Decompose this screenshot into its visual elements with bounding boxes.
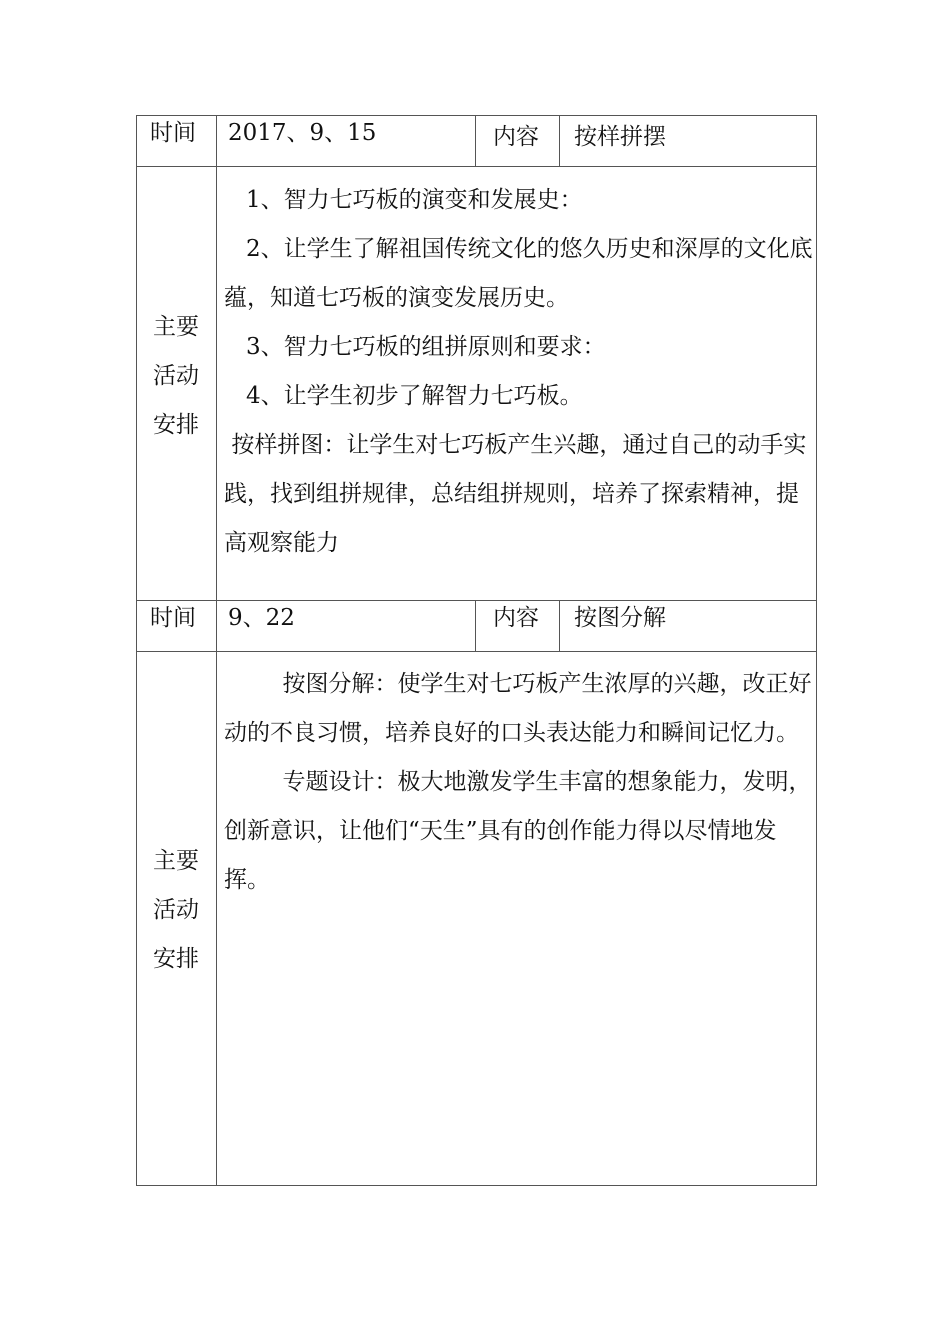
header-row — [136, 115, 816, 166]
table-border — [136, 1185, 817, 1186]
paragraph: 3、智力七巧板的组拼原则和要求： — [224, 334, 606, 360]
activity-label-line: 主要 — [153, 314, 199, 340]
paragraph: 按图分解：使学生对七巧板产生浓厚的兴趣，改正好动的不良习惯，培养良好的口头表达能力和瞬间记忆力。 — [224, 671, 812, 746]
paragraph: 按样拼图：让学生对七巧板产生兴趣，通过自己的动手实践，找到组拼规律，总结组拼规则，培养了探索精神，提高观察能力 — [224, 432, 807, 556]
header-row — [136, 600, 816, 651]
time-label: 时间 — [150, 605, 196, 631]
activity-label-line: 主要 — [153, 848, 199, 874]
activity-content — [224, 660, 814, 905]
table-border — [136, 651, 817, 652]
activity-label-line: 活动 — [153, 897, 199, 923]
content-label: 内容 — [493, 124, 539, 150]
paragraph: 专题设计：极大地激发学生丰富的想象能力，发明，创新意识，让他们“天生”具有的创作能力得以尽情地发挥。 — [224, 769, 812, 893]
activity-label — [136, 837, 216, 984]
paragraph: 4、让学生初步了解智力七巧板。 — [224, 383, 583, 409]
activity-label — [136, 303, 216, 450]
content-value: 按图分解 — [574, 605, 666, 631]
activity-label-line: 安排 — [153, 412, 199, 438]
table-border — [816, 115, 817, 1186]
time-label: 时间 — [150, 120, 196, 146]
activity-label-line: 活动 — [153, 363, 199, 389]
activity-label-line: 安排 — [153, 946, 199, 972]
paragraph: 2、让学生了解祖国传统文化的悠久历史和深厚的文化底蕴，知道七巧板的演变发展历史。 — [224, 236, 813, 311]
activity-content — [224, 176, 814, 568]
content-value: 按样拼摆 — [574, 124, 666, 150]
time-value: 9、22 — [228, 605, 295, 631]
content-label: 内容 — [493, 605, 539, 631]
table-border — [136, 166, 817, 167]
time-value: 2017、9、15 — [228, 120, 377, 146]
paragraph: 1、智力七巧板的演变和发展史： — [224, 187, 583, 213]
